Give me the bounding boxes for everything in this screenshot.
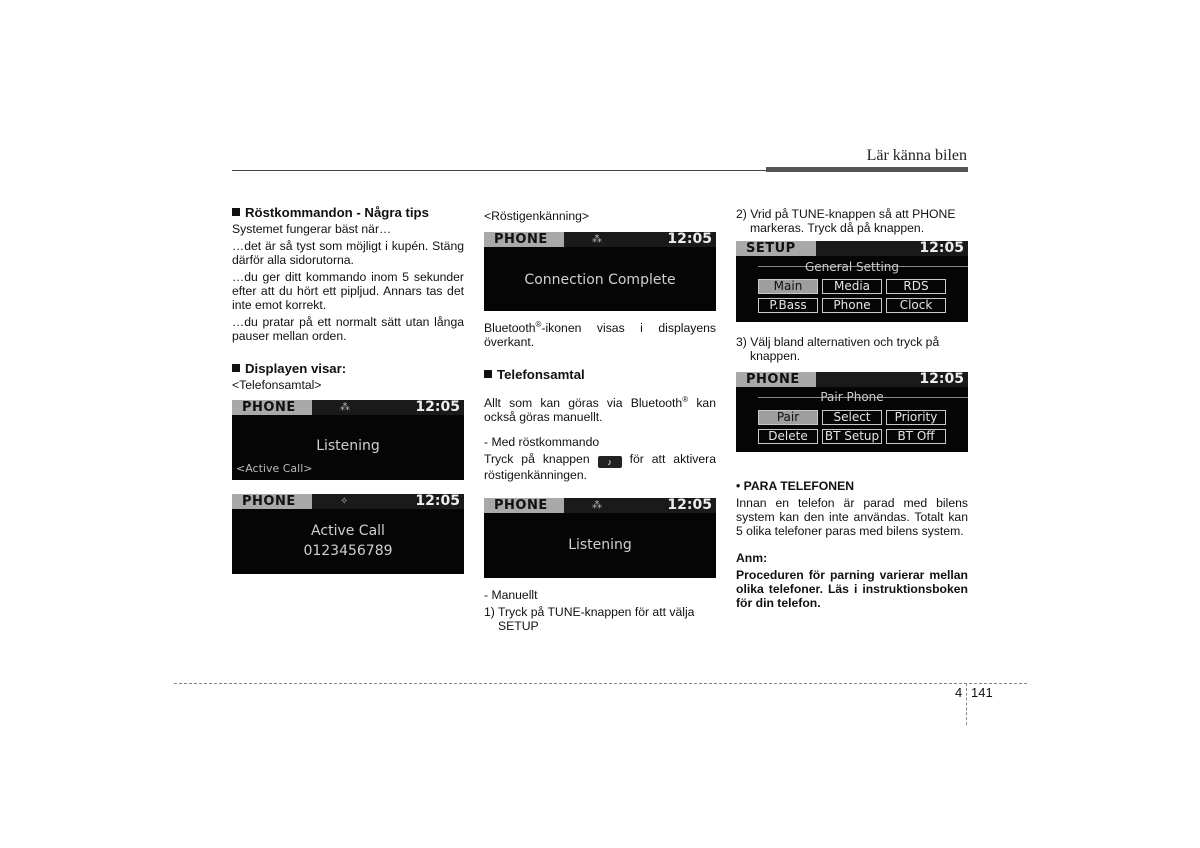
lcd-tab: PHONE	[736, 372, 816, 387]
square-bullet-icon	[232, 208, 240, 216]
bt-setup-button: BT Setup	[822, 429, 882, 444]
lcd-menu-title: General Setting	[804, 260, 900, 274]
setup-main-button: Main	[758, 279, 818, 294]
column-1	[232, 206, 464, 395]
heading-pair-phone: • PARA TELEFONEN	[736, 479, 855, 493]
bluetooth-icon: ⁂	[592, 234, 602, 245]
lcd-clock: 12:05	[415, 493, 460, 509]
paragraph: - Manuellt	[484, 588, 538, 602]
paragraph: Systemet fungerar bäst när…	[232, 222, 392, 236]
column-2	[484, 321, 716, 485]
column-3-bottom	[736, 479, 968, 613]
lcd-tab: PHONE	[232, 494, 312, 509]
lcd-clock: 12:05	[919, 240, 964, 256]
lcd-message: Listening	[316, 438, 380, 454]
heading-voice-tips: Röstkommandon - Några tips	[232, 206, 464, 220]
column-3-middle	[736, 335, 968, 366]
heading-display-shows: Displayen visar:	[232, 362, 464, 376]
footer-rule	[174, 683, 1027, 684]
square-bullet-icon	[484, 370, 492, 378]
bluetooth-icon: ⁂	[340, 402, 350, 413]
lcd-menu-title: Pair Phone	[820, 390, 884, 404]
step-1: 1) Tryck på TUNE-knappen för att välja SETUP	[484, 605, 695, 633]
lcd-listening-screen	[232, 400, 464, 480]
page-number: 141	[971, 685, 993, 700]
lcd-message: Active Call	[311, 523, 385, 539]
lcd-clock: 12:05	[919, 371, 964, 387]
bluetooth-icon: ⁂	[592, 500, 602, 511]
lcd-tab: PHONE	[232, 400, 312, 415]
paragraph: Allt som kan göras via Bluetooth® kan också göras manuellt.	[484, 394, 716, 424]
paragraph: …det är så tyst som möjligt i kupén. Stäng därför alla sidorutorna.	[232, 239, 464, 267]
section-number: 4	[955, 685, 963, 700]
square-bullet-icon	[232, 364, 240, 372]
header-bar	[766, 167, 968, 172]
caption-voice-recognition: <Röstigenkänning>	[484, 209, 590, 223]
column-3-top	[736, 207, 968, 238]
paragraph-bluetooth-icon: Bluetooth®-ikonen visas i displayens överkant.	[484, 319, 716, 349]
lcd-tab: PHONE	[484, 232, 564, 247]
footer-divider	[966, 683, 967, 725]
lcd-sub-label: <Active Call>	[236, 462, 313, 475]
lcd-clock: 12:05	[667, 497, 712, 513]
step-2: 2) Vrid på TUNE-knappen så att PHONE markeras. Tryck då på knappen.	[736, 207, 956, 235]
heading-phone-call: Telefonsamtal	[484, 368, 716, 382]
note-text: Proceduren för parning varierar mellan olika telefoner. Läs i instruktionsboken för din telefon.	[736, 568, 968, 610]
lcd-setup-screen	[736, 241, 968, 322]
select-button: Select	[822, 410, 882, 425]
lcd-tab: PHONE	[484, 498, 564, 513]
lcd-phone-number: 0123456789	[303, 543, 393, 559]
lcd-message: Connection Complete	[524, 272, 676, 288]
caption-phone-call: <Telefonsamtal>	[232, 378, 322, 392]
paragraph: …du pratar på ett normalt sätt utan långa pauser mellan orden.	[232, 315, 464, 343]
setup-rds-button: RDS	[886, 279, 946, 294]
setup-phone-button: Phone	[822, 298, 882, 313]
lcd-active-call-screen	[232, 494, 464, 574]
column-2-caption	[484, 209, 716, 226]
lcd-clock: 12:05	[667, 231, 712, 247]
lcd-listening-screen-2	[484, 498, 716, 578]
setup-pbass-button: P.Bass	[758, 298, 818, 313]
paragraph: Innan en telefon är parad med bilens system kan den inte användas. Totalt kan 5 olika telefoner paras med bilens system.	[736, 496, 968, 538]
column-2-bottom	[484, 588, 716, 636]
priority-button: Priority	[886, 410, 946, 425]
page-header-title: Lär känna bilen	[866, 147, 967, 164]
note-title: Anm:	[736, 551, 768, 565]
setup-media-button: Media	[822, 279, 882, 294]
setup-clock-button: Clock	[886, 298, 946, 313]
paragraph: - Med röstkommando	[484, 435, 600, 449]
step-3: 3) Välj bland alternativen och tryck på knappen.	[736, 335, 940, 363]
pair-button: Pair	[758, 410, 818, 425]
phone-icon: ✧	[340, 496, 349, 507]
lcd-pair-phone-screen	[736, 372, 968, 452]
bt-off-button: BT Off	[886, 429, 946, 444]
lcd-clock: 12:05	[415, 399, 460, 415]
delete-button: Delete	[758, 429, 818, 444]
paragraph: …du ger ditt kommando inom 5 sekunder efter att du hört ett pipljud. Annars tas det inte emot korrekt.	[232, 270, 464, 312]
lcd-connection-screen	[484, 232, 716, 311]
lcd-message: Listening	[568, 537, 632, 553]
lcd-tab: SETUP	[736, 241, 816, 256]
voice-key-icon: ♪	[598, 456, 622, 468]
paragraph: Tryck på knappen ♪ för att aktivera röstigenkänningen.	[484, 452, 716, 482]
